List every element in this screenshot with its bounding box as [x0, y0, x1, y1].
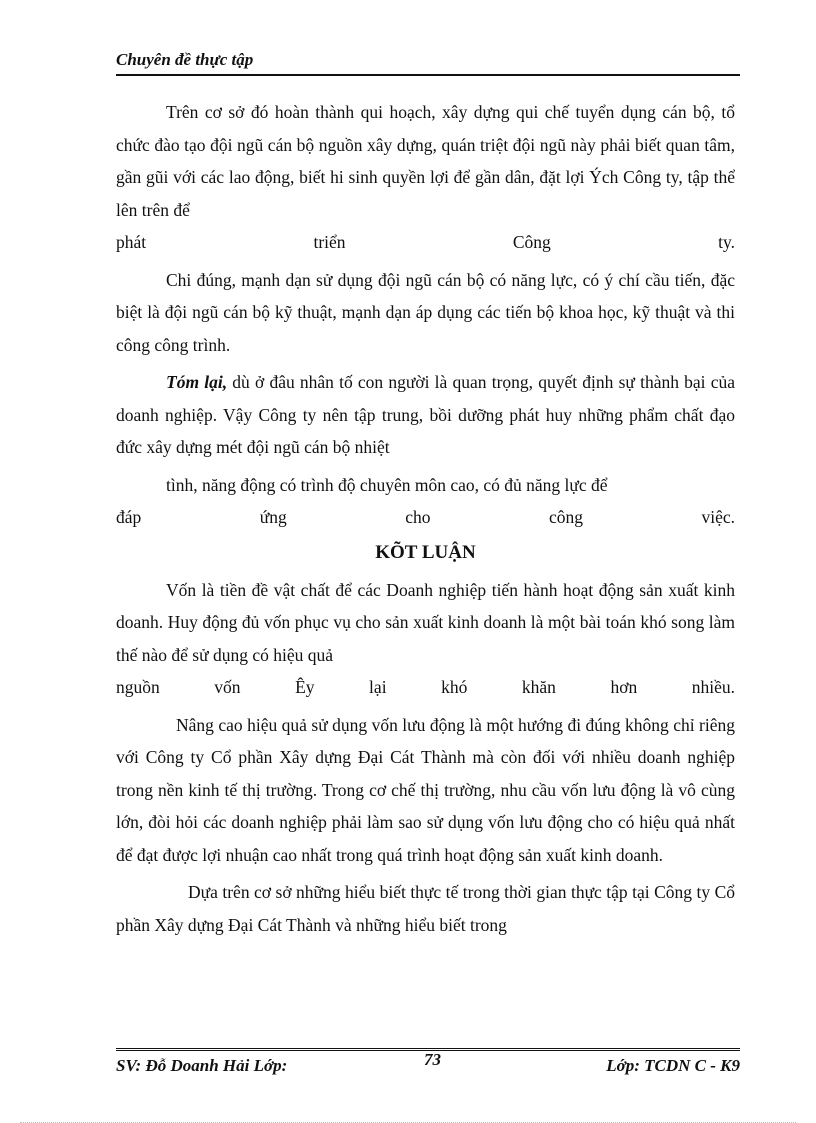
body-text [116, 96, 735, 941]
paragraph-3-lead: Tóm lại, [166, 372, 228, 392]
page-number: 73 [424, 1050, 441, 1069]
page-header [116, 50, 740, 76]
paragraph-6: Nâng cao hiệu quả sử dụng vốn lưu động là một hướng đi đúng không chỉ riêng với Công ty Cổ phần Xây dựng Đại Cát Thành mà còn đối với nhiều doanh nghiệp trong nền kinh tế thị trường. Trong cơ chế thị trường, nhu cầu vốn lưu động là vô cùng lớn, đòi hỏi các doanh nghiệp phải làm sao sử dụng vốn lưu động cho có hiệu quả nhất để đạt được lợi nhuận cao nhất trong quá trình hoạt động sản xuất kinh doanh. [116, 714, 735, 865]
paragraph-5: Vốn là tiền đề vật chất để các Doanh nghiệp tiến hành hoạt động sản xuất kinh doanh. Huy động đủ vốn phục vụ cho sản xuất kinh doanh là một bài toán khó song làm thế nào để sử dụng có hiệu quả [116, 579, 735, 665]
footer-class: Lớp: TCDN C - K9 [606, 1056, 740, 1075]
paragraph-1-end: phát triển Công ty. [116, 232, 735, 252]
paragraph-2: Chi đúng, mạnh dạn sử dụng đội ngũ cán bộ có năng lực, có ý chí cầu tiến, đặc biệt là đội ngũ cán bộ kỹ thuật, mạnh dạn áp dụng các tiến bộ khoa học, kỹ thuật và thi công công trình. [116, 269, 735, 355]
paragraph-5-end: nguồn vốn Êy lại khó khăn hơn nhiều. [116, 677, 735, 697]
paragraph-3 [116, 366, 735, 464]
paragraph-7: Dựa trên cơ sở những hiểu biết thực tế trong thời gian thực tập tại Công ty Cổ phần Xây dựng Đại Cát Thành và những hiểu biết trong [116, 882, 735, 935]
paragraph-4: tình, năng động có trình độ chuyên môn cao, có đủ năng lực để [166, 474, 608, 495]
header-title: Chuyên đề thực tập [116, 50, 254, 69]
paragraph-3-text: dù ở đâu nhân tố con người là quan trọng, quyết định sự thành bại của doanh nghiệp. Vậy Công ty nên tập trung, bồi dưỡng phát huy những phẩm chất đạo đức xây dựng mét đội ngũ cán bộ nhiệt [116, 372, 736, 457]
footer-author: SV: Đỗ Doanh Hải Lớp: [116, 1056, 288, 1075]
section-heading: KÕT LUẬN [375, 541, 476, 563]
paragraph-1: Trên cơ sở đó hoàn thành qui hoạch, xây dựng qui chế tuyển dụng cán bộ, tổ chức đào tạo đội ngũ cán bộ nguồn xây dựng, quán triệt đội ngũ này phải biết quan tâm, gần gũi với các lao động, biết hi sinh quyền lợi để gần dân, đặt lợi Ých Công ty, tập thể lên trên để [116, 102, 735, 220]
page-footer [116, 1048, 740, 1079]
paragraph-4-end: đáp ứng cho công việc. [116, 507, 735, 527]
